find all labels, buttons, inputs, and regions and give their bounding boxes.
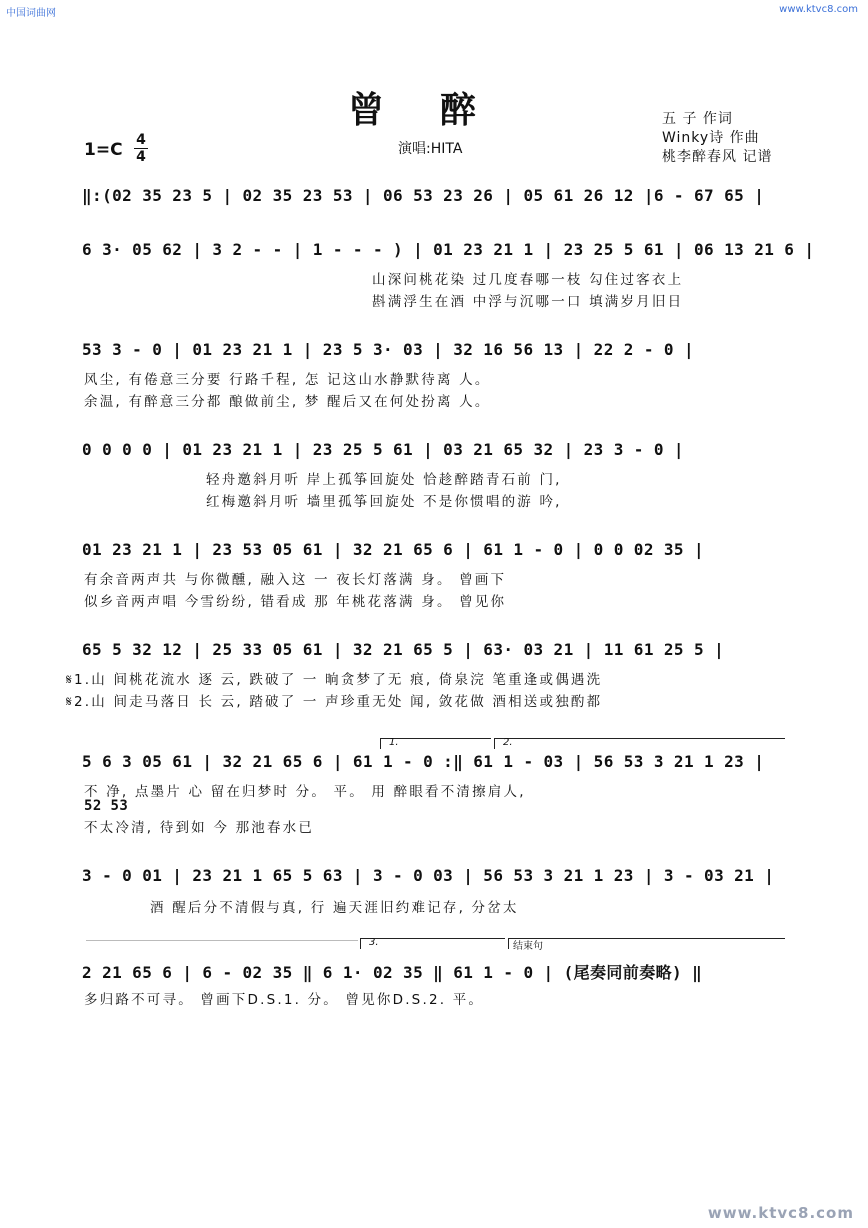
score-system-9-lyric-1: 多归路不可寻。 曾画下D.S.1. 分。 曾见你D.S.2. 平。 <box>84 992 485 1008</box>
score-system-7-notes: 5 6 3 05 61 | 32 21 65 6 | 61 1 - 0 :‖ 61 1 - 03 | 56 53 3 21 1 23 | <box>82 752 765 771</box>
score-system-7-extra-lyric: 不太冷清, 待到如 今 那池春水已 <box>84 820 315 836</box>
score-system-2-lyric-2: 斟满浮生在酒 中浮与沉哪一口 填满岁月旧日 <box>372 294 684 310</box>
score-system-4-lyric-2: 红梅邀斜月听 墙里孤筝回旋处 不是你惯唱的游 吟, <box>206 494 562 510</box>
second-ending-bracket <box>494 738 785 749</box>
key-signature: 1=C <box>84 140 123 160</box>
time-signature <box>134 133 148 164</box>
score-system-6-lyric-1: 𝄋1.山 间桃花流水 逐 云, 跌破了 一 晌贪梦了无 痕, 倚泉浣 笔重逢或偶遇洗 <box>66 672 603 688</box>
third-ending-label: 3. <box>369 937 379 948</box>
score-system-1-notes: ‖:(02 35 23 5 | 02 35 23 53 | 06 53 23 26 | 05 61 26 12 |6 - 67 65 | <box>82 186 765 205</box>
second-ending-label: 2. <box>503 737 513 748</box>
transcriber-credit: 桃李醉春风 记谱 <box>662 149 773 165</box>
score-system-5-lyric-1: 有余音两声共 与你微醺, 融入这 一 夜长灯落满 身。 曾画下 <box>84 572 507 588</box>
song-title: 曾醉 <box>348 89 533 131</box>
first-ending-bracket <box>380 738 491 749</box>
lyricist-credit: 五 子 作词 <box>662 111 733 127</box>
score-system-3-notes: 53 3 - 0 | 01 23 21 1 | 23 5 3· 03 | 32 16 56 13 | 22 2 - 0 | <box>82 340 695 359</box>
first-ending-label: 1. <box>389 737 399 748</box>
watermark-top-right: www.ktvc8.com <box>779 4 858 15</box>
score-system-8-lyric-1: 酒 醒后分不清假与真, 行 遍天涯旧约难记存, 分岔太 <box>150 900 519 916</box>
score-system-5-lyric-2: 似乡音两声唱 今雪纷纷, 错看成 那 年桃花落满 身。 曾见你 <box>84 594 507 610</box>
score-system-2-lyric-1: 山深问桃花染 过几度春哪一枝 勾住过客衣上 <box>372 272 684 288</box>
singer-credit: 演唱:HITA <box>398 141 463 157</box>
score-system-6-lyric-2: 𝄋2.山 间走马落日 长 云, 踏破了 一 声珍重无处 闻, 敛花做 酒相送或独酌都 <box>66 694 603 710</box>
score-system-4-notes: 0 0 0 0 | 01 23 21 1 | 23 25 5 61 | 03 21 65 32 | 23 3 - 0 | <box>82 440 684 459</box>
score-system-7-extra-notes: 52 53 <box>84 798 129 814</box>
score-system-3-lyric-2: 余温, 有醉意三分都 酿做前尘, 梦 醒后又在何处扮离 人。 <box>84 394 491 410</box>
watermark-top-left: 中国词曲网 <box>6 8 56 19</box>
score-system-3-lyric-1: 风尘, 有倦意三分要 行路千程, 怎 记这山水静默待离 人。 <box>84 372 491 388</box>
watermark-bottom-right: www.ktvc8.com <box>707 1204 854 1222</box>
time-signature-top: 4 <box>136 132 146 148</box>
score-system-8-notes: 3 - 0 01 | 23 21 1 65 5 63 | 3 - 0 03 | 56 53 3 21 1 23 | 3 - 03 21 | <box>82 866 775 885</box>
score-system-5-notes: 01 23 21 1 | 23 53 05 61 | 32 21 65 6 | 61 1 - 0 | 0 0 02 35 | <box>82 540 705 559</box>
time-signature-bottom: 4 <box>136 149 146 165</box>
ending-guide-rule <box>86 940 358 941</box>
score-system-6-notes: 65 5 32 12 | 25 33 05 61 | 32 21 65 5 | 63· 03 21 | 11 61 25 5 | <box>82 640 725 659</box>
composer-credit: Winky诗 作曲 <box>662 130 760 146</box>
score-system-9-notes: 2 21 65 6 | 6 - 02 35 ‖ 6 1· 02 35 ‖ 61 1 - 0 | (尾奏同前奏略) ‖ <box>82 963 703 982</box>
third-ending-bracket <box>360 938 505 949</box>
score-system-2-notes: 6 3· 05 62 | 3 2 - - | 1 - - - ) | 01 23 21 1 | 23 25 5 61 | 06 13 21 6 | <box>82 240 815 259</box>
final-ending-bracket <box>508 938 785 952</box>
final-ending-label: 结束句 <box>513 941 543 952</box>
score-system-4-lyric-1: 轻舟邀斜月听 岸上孤筝回旋处 恰趁醉踏青石前 门, <box>206 472 562 488</box>
score-system-7-lyric-1: 不 净, 点墨片 心 留在归梦时 分。 平。 用 醉眼看不清擦肩人, <box>84 784 526 800</box>
